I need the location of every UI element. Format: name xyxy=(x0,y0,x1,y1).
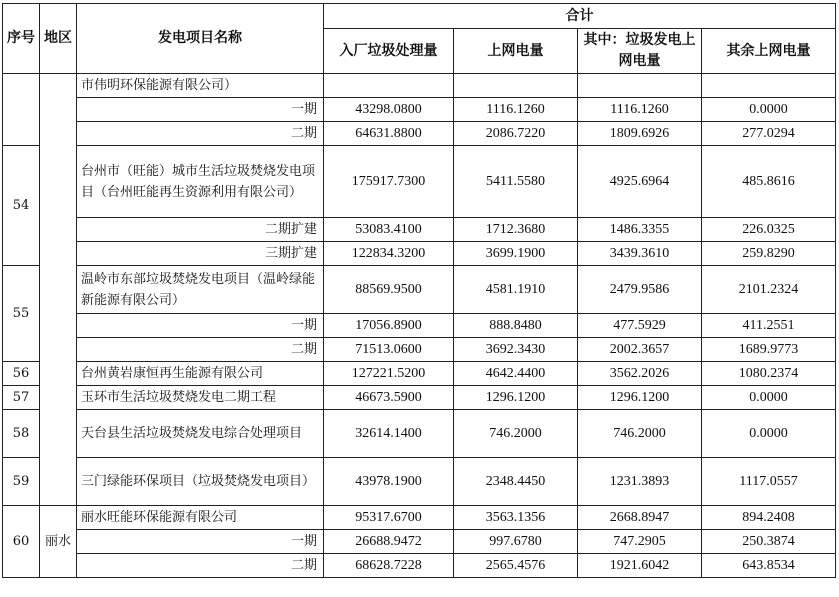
other-cell xyxy=(702,74,836,98)
project-phase: 二期扩建 xyxy=(77,218,324,242)
garbage-cell: 2668.8947 xyxy=(578,506,702,530)
grid-cell: 1712.3680 xyxy=(454,218,578,242)
waste-cell: 68628.7228 xyxy=(324,554,454,578)
garbage-cell: 2002.3657 xyxy=(578,338,702,362)
project-phase: 一期 xyxy=(77,530,324,554)
grid-cell: 3692.3430 xyxy=(454,338,578,362)
grid-cell: 2565.4576 xyxy=(454,554,578,578)
garbage-cell: 1921.6042 xyxy=(578,554,702,578)
waste-cell: 32614.1400 xyxy=(324,410,454,458)
header-total: 合计 xyxy=(324,4,836,29)
region-cell xyxy=(40,74,77,506)
waste-cell: 175917.7300 xyxy=(324,146,454,218)
other-cell: 277.0294 xyxy=(702,122,836,146)
seq-cell: 58 xyxy=(3,410,40,458)
other-cell: 0.0000 xyxy=(702,410,836,458)
garbage-cell: 2479.9586 xyxy=(578,266,702,314)
seq-cell: 54 xyxy=(3,146,40,266)
other-cell: 250.3874 xyxy=(702,530,836,554)
other-cell: 1080.2374 xyxy=(702,362,836,386)
project-phase: 二期 xyxy=(77,554,324,578)
grid-cell: 1116.1260 xyxy=(454,98,578,122)
other-cell: 0.0000 xyxy=(702,98,836,122)
project-name: 市伟明环保能源有限公司） xyxy=(77,74,324,98)
other-cell: 643.8534 xyxy=(702,554,836,578)
other-cell: 411.2551 xyxy=(702,314,836,338)
garbage-cell: 1116.1260 xyxy=(578,98,702,122)
other-cell: 226.0325 xyxy=(702,218,836,242)
garbage-cell: 477.5929 xyxy=(578,314,702,338)
project-phase: 一期 xyxy=(77,314,324,338)
waste-cell: 43298.0800 xyxy=(324,98,454,122)
header-region: 地区 xyxy=(40,4,77,74)
other-cell: 1117.0557 xyxy=(702,458,836,506)
waste-cell: 46673.5900 xyxy=(324,386,454,410)
waste-cell: 17056.8900 xyxy=(324,314,454,338)
waste-cell: 26688.9472 xyxy=(324,530,454,554)
grid-cell: 746.2000 xyxy=(454,410,578,458)
waste-cell: 88569.9500 xyxy=(324,266,454,314)
other-cell: 1689.9773 xyxy=(702,338,836,362)
garbage-cell: 1809.6926 xyxy=(578,122,702,146)
header-of-which: 其中：垃圾发电上网电量 xyxy=(578,29,702,74)
garbage-cell: 4925.6964 xyxy=(578,146,702,218)
header-project: 发电项目名称 xyxy=(77,4,324,74)
garbage-cell: 3562.2026 xyxy=(578,362,702,386)
waste-cell: 43978.1900 xyxy=(324,458,454,506)
other-cell: 2101.2324 xyxy=(702,266,836,314)
seq-cell: 59 xyxy=(3,458,40,506)
grid-cell: 3699.1900 xyxy=(454,242,578,266)
region-cell: 丽水 xyxy=(40,506,77,578)
project-name: 天台县生活垃圾焚烧发电综合处理项目 xyxy=(77,410,324,458)
header-seq: 序号 xyxy=(3,4,40,74)
garbage-cell: 3439.3610 xyxy=(578,242,702,266)
project-name: 温岭市东部垃圾焚烧发电项目（温岭绿能新能源有限公司） xyxy=(77,266,324,314)
waste-cell xyxy=(324,74,454,98)
project-name: 台州黄岩康恒再生能源有限公司 xyxy=(77,362,324,386)
grid-cell: 3563.1356 xyxy=(454,506,578,530)
waste-cell: 64631.8800 xyxy=(324,122,454,146)
header-other: 其余上网电量 xyxy=(702,29,836,74)
other-cell: 259.8290 xyxy=(702,242,836,266)
header-waste: 入厂垃圾处理量 xyxy=(324,29,454,74)
grid-cell xyxy=(454,74,578,98)
grid-cell: 997.6780 xyxy=(454,530,578,554)
garbage-cell: 747.2905 xyxy=(578,530,702,554)
garbage-cell: 1231.3893 xyxy=(578,458,702,506)
other-cell: 894.2408 xyxy=(702,506,836,530)
garbage-cell: 746.2000 xyxy=(578,410,702,458)
grid-cell: 4581.1910 xyxy=(454,266,578,314)
project-phase: 一期 xyxy=(77,98,324,122)
header-grid: 上网电量 xyxy=(454,29,578,74)
garbage-cell xyxy=(578,74,702,98)
project-name: 三门绿能环保项目（垃圾焚烧发电项目） xyxy=(77,458,324,506)
grid-cell: 2348.4450 xyxy=(454,458,578,506)
power-generation-table xyxy=(2,3,836,578)
garbage-cell: 1486.3355 xyxy=(578,218,702,242)
seq-cell: 60 xyxy=(3,506,40,578)
seq-cell: 55 xyxy=(3,266,40,362)
project-name: 丽水旺能环保能源有限公司 xyxy=(77,506,324,530)
seq-cell: 56 xyxy=(3,362,40,386)
grid-cell: 4642.4400 xyxy=(454,362,578,386)
waste-cell: 53083.4100 xyxy=(324,218,454,242)
waste-cell: 95317.6700 xyxy=(324,506,454,530)
project-phase: 三期扩建 xyxy=(77,242,324,266)
project-name: 台州市（旺能）城市生活垃圾焚烧发电项目（台州旺能再生资源利用有限公司） xyxy=(77,146,324,218)
project-phase: 二期 xyxy=(77,338,324,362)
waste-cell: 122834.3200 xyxy=(324,242,454,266)
waste-cell: 71513.0600 xyxy=(324,338,454,362)
seq-cell: 57 xyxy=(3,386,40,410)
grid-cell: 5411.5580 xyxy=(454,146,578,218)
garbage-cell: 1296.1200 xyxy=(578,386,702,410)
waste-cell: 127221.5200 xyxy=(324,362,454,386)
grid-cell: 888.8480 xyxy=(454,314,578,338)
project-phase: 二期 xyxy=(77,122,324,146)
other-cell: 485.8616 xyxy=(702,146,836,218)
other-cell: 0.0000 xyxy=(702,386,836,410)
grid-cell: 1296.1200 xyxy=(454,386,578,410)
grid-cell: 2086.7220 xyxy=(454,122,578,146)
project-name: 玉环市生活垃圾焚烧发电二期工程 xyxy=(77,386,324,410)
seq-cell xyxy=(3,74,40,146)
